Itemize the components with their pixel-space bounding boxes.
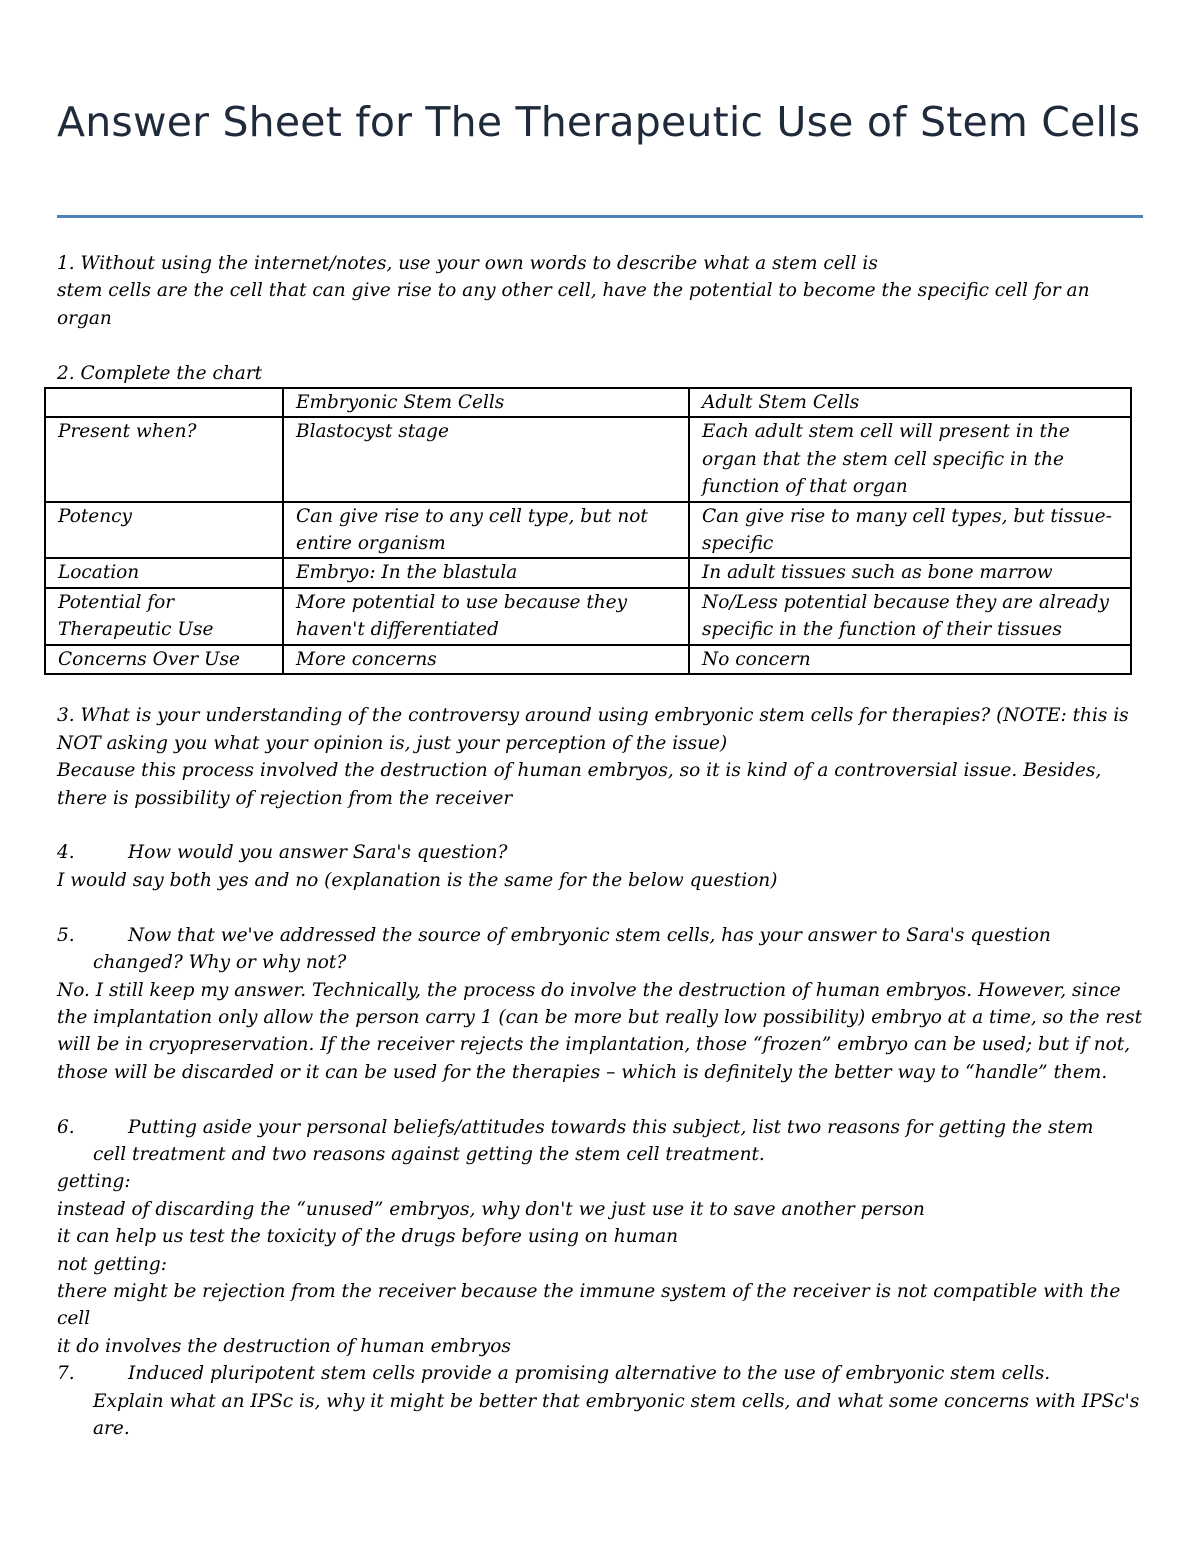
q4-prompt-text: How would you answer Sara's question? bbox=[128, 842, 508, 864]
q7-prompt-continued: Explain what an IPSc is, why it might be better that embryonic stem cells, and what some concerns with IPSc's are. bbox=[93, 1390, 1140, 1439]
q7-prompt-text: Induced pluripotent stem cells provide a promising alternative to the use of embryonic stem cells. bbox=[128, 1363, 1051, 1385]
q6-prompt bbox=[57, 1114, 1147, 1141]
chart-row-label: Potency bbox=[45, 502, 283, 559]
chart-cell: Embryo: In the blastula bbox=[283, 558, 689, 587]
q6-not-getting-label: not getting: bbox=[57, 1253, 167, 1275]
chart-cell: More concerns bbox=[283, 645, 689, 674]
q6-getting-reason: it can help us test the toxicity of the drugs before using on human bbox=[57, 1226, 679, 1248]
q1-prompt: 1. Without using the internet/notes, use your own words to describe what a stem cell is bbox=[57, 253, 878, 274]
chart-header-cell bbox=[45, 388, 283, 417]
chart-row-label: Potential for Therapeutic Use bbox=[45, 588, 283, 645]
spacer bbox=[57, 894, 1147, 921]
spacer bbox=[57, 812, 1147, 839]
q6-prompt-text: Putting aside your personal beliefs/attitudes towards this subject, list two reasons for getting the stem bbox=[128, 1116, 1094, 1138]
q1-answer: stem cells are the cell that can give rise to any other cell, have the potential to become the specific cell for an organ bbox=[57, 280, 1090, 329]
q7-prompt bbox=[57, 1360, 1147, 1387]
q5-answer: No. I still keep my answer. Technically, the process do involve the destruction of human embryos. However, since the implantation only allow the person carry 1 (can be more but really low possibility) embryo at a time, so the rest will be in cryopreservation. If the receiver rejects the implantation, those “frozen” embryo can be used; but if not, those will be discarded or it can be used for the therapies – which is definitely the better way to “handle” them. bbox=[57, 979, 1143, 1083]
chart-row-label: Concerns Over Use bbox=[45, 645, 283, 674]
chart-row-label: Present when? bbox=[45, 417, 283, 501]
chart-header-cell: Embryonic Stem Cells bbox=[283, 388, 689, 417]
chart-row bbox=[45, 588, 1131, 645]
spacer bbox=[57, 1086, 1147, 1113]
q5-prompt-continued: changed? Why or why not? bbox=[93, 952, 347, 974]
q4-prompt bbox=[57, 839, 1147, 866]
q6-getting-label: getting: bbox=[57, 1171, 131, 1193]
page-title: Answer Sheet for The Therapeutic Use of Stem Cells bbox=[57, 98, 1141, 146]
chart-cell: No/Less potential because they are already specific in the function of their tissues bbox=[689, 588, 1131, 645]
q6-getting-reason: instead of discarding the “unused” embryos, why don't we just use it to save another person bbox=[57, 1198, 925, 1220]
title-underline bbox=[57, 215, 1143, 218]
chart-header-row bbox=[45, 388, 1131, 417]
q4-answer: I would say both yes and no (explanation is the same for the below question) bbox=[57, 869, 778, 891]
chart-cell: In adult tissues such as bone marrow bbox=[689, 558, 1131, 587]
chart-cell: Each adult stem cell will present in the organ that the stem cell specific in the function of that organ bbox=[689, 417, 1131, 501]
chart-row bbox=[45, 645, 1131, 674]
spacer bbox=[57, 332, 1147, 359]
q6-not-getting-reason: it do involves the destruction of human embryos bbox=[57, 1335, 511, 1357]
chart-cell: Blastocyst stage bbox=[283, 417, 689, 501]
q3-prompt: 3. What is your understanding of the controversy around using embryonic stem cells for therapies? (NOTE: this is NOT asking you what your opinion is, just your perception of the issue) bbox=[57, 705, 1129, 754]
document-body bbox=[57, 250, 1147, 1442]
chart-cell: No concern bbox=[689, 645, 1131, 674]
chart-cell: Can give rise to any cell type, but not entire organism bbox=[283, 502, 689, 559]
q7-number: 7. bbox=[57, 1363, 75, 1385]
spacer bbox=[57, 675, 1147, 702]
chart-cell: More potential to use because they haven't differentiated bbox=[283, 588, 689, 645]
chart-row bbox=[45, 417, 1131, 501]
chart-row bbox=[45, 558, 1131, 587]
q6-not-getting-reason: there might be rejection from the receiver because the immune system of the receiver is not compatible with the cell bbox=[57, 1280, 1121, 1330]
q2-prompt: 2. Complete the chart bbox=[57, 362, 263, 384]
q5-prompt-text: Now that we've addressed the source of embryonic stem cells, has your answer to Sara's question bbox=[128, 924, 1051, 946]
q6-number: 6. bbox=[57, 1116, 75, 1138]
q6-prompt-continued: cell treatment and two reasons against getting the stem cell treatment. bbox=[93, 1143, 765, 1165]
q5-number: 5. bbox=[57, 924, 75, 946]
q3-answer: Because this process involved the destruction of human embryos, so it is kind of a controversial issue. Besides, there is possibility of rejection from the receiver bbox=[57, 760, 1102, 809]
chart-cell: Can give rise to many cell types, but tissue-specific bbox=[689, 502, 1131, 559]
stem-cell-chart bbox=[44, 387, 1132, 675]
q5-prompt bbox=[57, 922, 1147, 949]
chart-row bbox=[45, 502, 1131, 559]
chart-header-cell: Adult Stem Cells bbox=[689, 388, 1131, 417]
q4-number: 4. bbox=[57, 842, 75, 864]
chart-row-label: Location bbox=[45, 558, 283, 587]
